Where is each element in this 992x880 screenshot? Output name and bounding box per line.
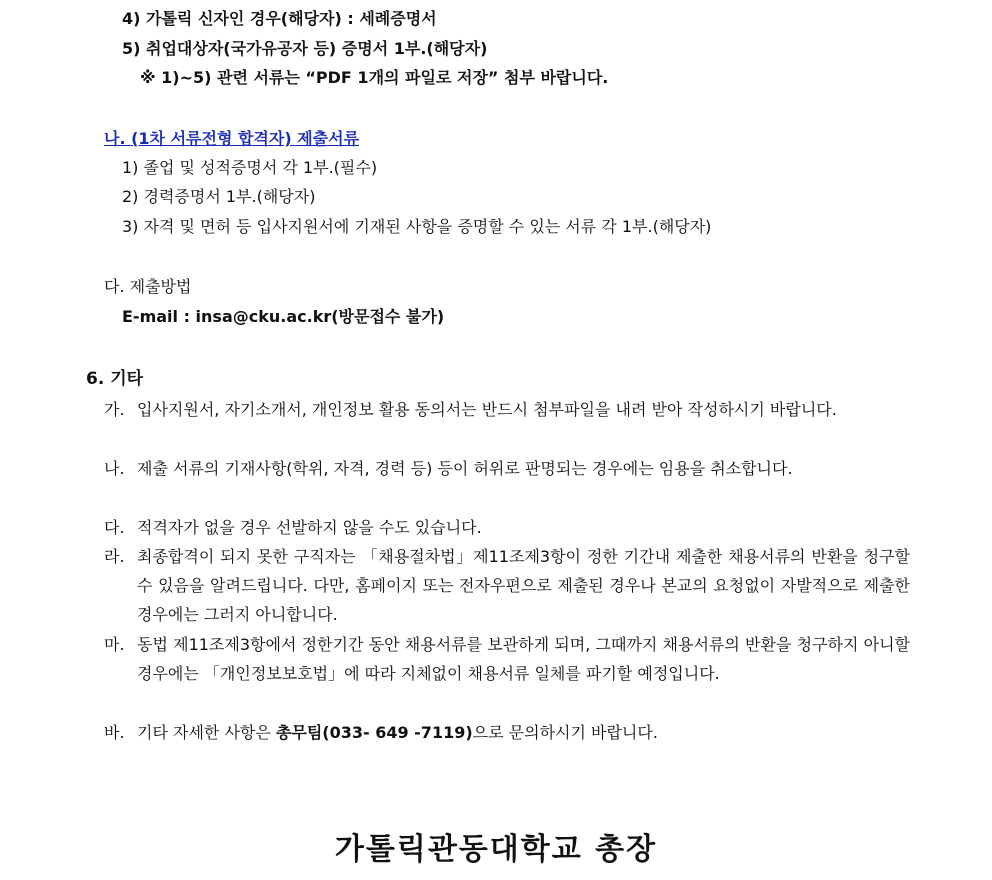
item-marker: 나. — [104, 459, 125, 478]
email-label: E-mail : — [122, 307, 196, 326]
section-na-item-1: 1) 졸업 및 성적증명서 각 1부.(필수) — [122, 158, 378, 177]
etc-item-ma — [104, 630, 910, 688]
item-text: 적격자가 없을 경우 선발하지 않을 수도 있습니다. — [137, 518, 482, 537]
section-da-title: 다. 제출방법 — [104, 277, 192, 296]
etc-item-ra — [104, 542, 910, 629]
etc-item-ga — [104, 395, 910, 424]
section-na-item-2: 2) 경력증명서 1부.(해당자) — [122, 187, 316, 206]
contact-team: 총무팀(033- 649 -7119) — [275, 723, 473, 742]
item-text: 입사지원서, 자기소개서, 개인정보 활용 동의서는 반드시 첨부파일을 내려 받아 작성하시기 바랍니다. — [137, 400, 837, 419]
item-marker: 다. — [104, 518, 125, 537]
item-text: 동법 제11조제3항에서 정한기간 동안 채용서류를 보관하게 되며, 그때까지 채용서류의 반환을 청구하지 아니할 경우에는 「개인정보보호법」에 따라 지체없이 채용서류 일체를 파기할 예정입니다. — [137, 635, 910, 683]
item-marker: 라. — [104, 547, 125, 566]
doc-item-4: 4) 가톨릭 신자인 경우(해당자) : 세례증명서 — [122, 9, 437, 28]
email-value: insa@cku.ac.kr(방문접수 불가) — [195, 307, 445, 326]
etc-item-ba — [104, 718, 910, 747]
email-line — [122, 306, 444, 328]
item-text — [137, 718, 910, 747]
contact-text-after: 으로 문의하시기 바랍니다. — [472, 723, 658, 742]
item-text: 제출 서류의 기재사항(학위, 자격, 경력 등) 등이 허위로 판명되는 경우에는 임용을 취소합니다. — [137, 459, 793, 478]
item-marker: 바. — [104, 723, 125, 742]
etc-item-da — [104, 513, 910, 542]
item-marker: 마. — [104, 635, 125, 654]
doc-note: ※ 1)~5) 관련 서류는 “PDF 1개의 파일로 저장” 첨부 바랍니다. — [140, 68, 609, 87]
item-text: 최종합격이 되지 못한 구직자는 「채용절차법」제11조제3항이 정한 기간내 제출한 채용서류의 반환을 청구할 수 있음을 알려드립니다. 다만, 홈페이지 또는 전자우편으로 제출된 경우나 본교의 요청없이 자발적으로 제출한 경우에는 그러지 아니합니다. — [137, 547, 910, 624]
etc-item-na — [104, 454, 910, 483]
section-na-title: 나. (1차 서류전형 합격자) 제출서류 — [104, 129, 360, 148]
item-marker: 가. — [104, 400, 125, 419]
contact-text-before: 기타 자세한 사항은 — [137, 723, 276, 742]
footer-signature: 가톨릭관동대학교 총장 — [334, 832, 658, 867]
section-na-item-3: 3) 자격 및 면허 등 입사지원서에 기재된 사항을 증명할 수 있는 서류 각 1부.(해당자) — [122, 217, 712, 236]
section-6-title: 6. 기타 — [86, 369, 144, 389]
doc-item-5: 5) 취업대상자(국가유공자 등) 증명서 1부.(해당자) — [122, 39, 488, 58]
